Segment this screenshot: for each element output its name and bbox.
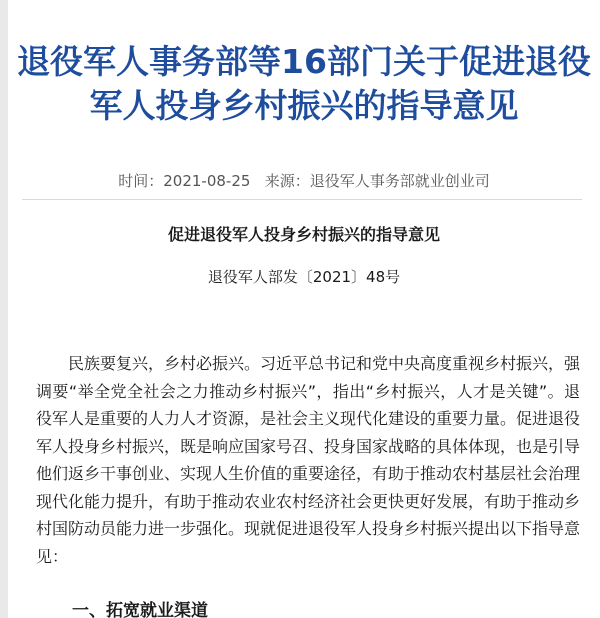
body-paragraph: 民族要复兴，乡村必振兴。习近平总书记和党中央高度重视乡村振兴，强调要“举全党全社会之力推动乡村振兴”，指出“乡村振兴，人才是关键”。退役军人是重要的人力人才资源，是社会主义现代化建设的重要力量。促进退役军人投身乡村振兴，既是响应国家号召、投身国家战略的具体体现，也是引导他们返乡干事创业、实现人生价值的重要途径，有助于推动农村基层社会治理现代化能力提升，有助于推动农业农村经济社会更快更好发展，有助于推动乡村国防动员能力进一步强化。现就促进退役军人投身乡村振兴提出以下指导意见： xyxy=(36,354,581,566)
article-headline: 退役军人事务部等16部门关于促进退役军人投身乡村振兴的指导意见 xyxy=(17,42,591,125)
document-number: 退役军人部发〔2021〕48号 xyxy=(207,268,401,286)
article-meta xyxy=(8,170,600,192)
source-label: 来源： xyxy=(264,172,310,190)
source-value: 退役军人事务部就业创业司 xyxy=(309,172,490,190)
section-heading: 一、拓宽就业渠道 xyxy=(72,601,208,618)
article-page xyxy=(8,0,600,618)
publish-time-value: 2021-08-25 xyxy=(163,172,251,190)
meta-spacer xyxy=(250,172,264,190)
document-title: 促进退役军人投身乡村振兴的指导意见 xyxy=(167,225,440,244)
publish-time-label: 时间： xyxy=(118,172,164,190)
meta-divider xyxy=(22,199,582,200)
